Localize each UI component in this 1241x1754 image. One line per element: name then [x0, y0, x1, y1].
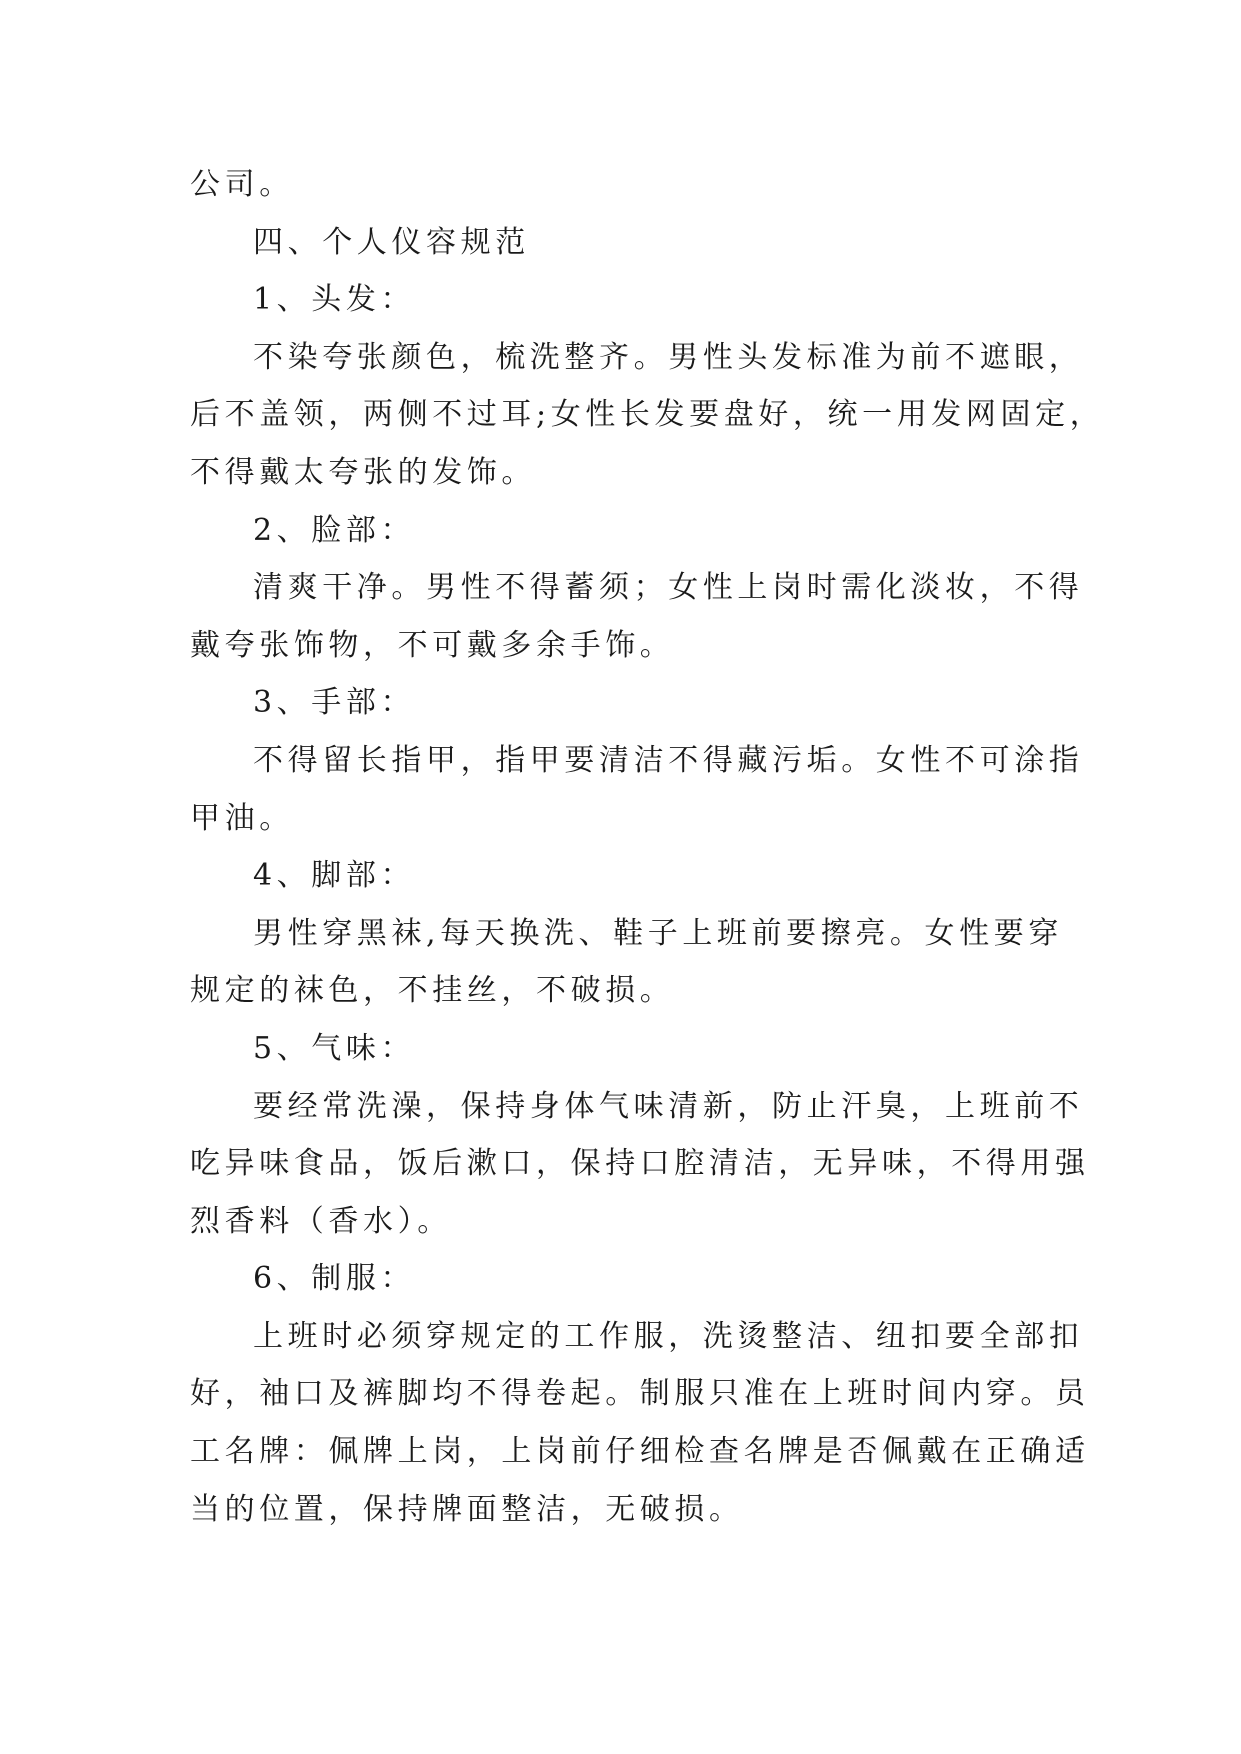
text-line: 工名牌：佩牌上岗，上岗前仔细检查名牌是否佩戴在正确适: [190, 1434, 1090, 1470]
subsection-heading-feet: 4、脚部：: [253, 858, 416, 894]
document-body: [190, 156, 1105, 1538]
text-line: 不得戴太夸张的发饰。: [190, 454, 536, 490]
subsection-heading-hair: 1、头发：: [253, 282, 416, 318]
text-line: 好，袖口及裤脚均不得卷起。制服只准在上班时间内穿。员: [190, 1376, 1090, 1412]
text-line: 甲油。: [190, 800, 294, 836]
text-line: 公司。: [190, 167, 294, 202]
section-heading: 四、个人仪容规范: [253, 224, 530, 260]
text-line: 不染夸张颜色，梳洗整齐。男性头发标准为前不遮眼，: [253, 339, 1084, 375]
text-line: 男性穿黑袜,每天换洗、鞋子上班前要擦亮。女性要穿: [253, 915, 1063, 951]
text-line: 戴夸张饰物，不可戴多余手饰。: [190, 627, 675, 663]
subsection-heading-face: 2、脸部：: [253, 512, 416, 548]
text-line: 上班时必须穿规定的工作服，洗烫整洁、纽扣要全部扣: [253, 1318, 1084, 1354]
subsection-heading-uniform: 6、制服：: [253, 1261, 416, 1297]
text-line: 烈香料（香水）。: [190, 1203, 452, 1239]
text-line: 规定的袜色，不挂丝，不破损。: [190, 973, 675, 1009]
text-line: 后不盖领，两侧不过耳;女性长发要盘好，统一用发网固定，: [190, 397, 1105, 433]
subsection-heading-odor: 5、气味：: [253, 1030, 416, 1066]
text-line: 不得留长指甲，指甲要清洁不得藏污垢。女性不可涂指: [253, 742, 1084, 778]
text-line: 清爽干净。男性不得蓄须；女性上岗时需化淡妆，不得: [253, 570, 1084, 606]
text-line: 吃异味食品，饭后漱口，保持口腔清洁，无异味，不得用强: [190, 1146, 1090, 1182]
text-line: 要经常洗澡，保持身体气味清新，防止汗臭，上班前不: [253, 1088, 1084, 1124]
subsection-heading-hands: 3、手部：: [253, 685, 416, 721]
text-line: 当的位置，保持牌面整洁，无破损。: [190, 1491, 744, 1527]
